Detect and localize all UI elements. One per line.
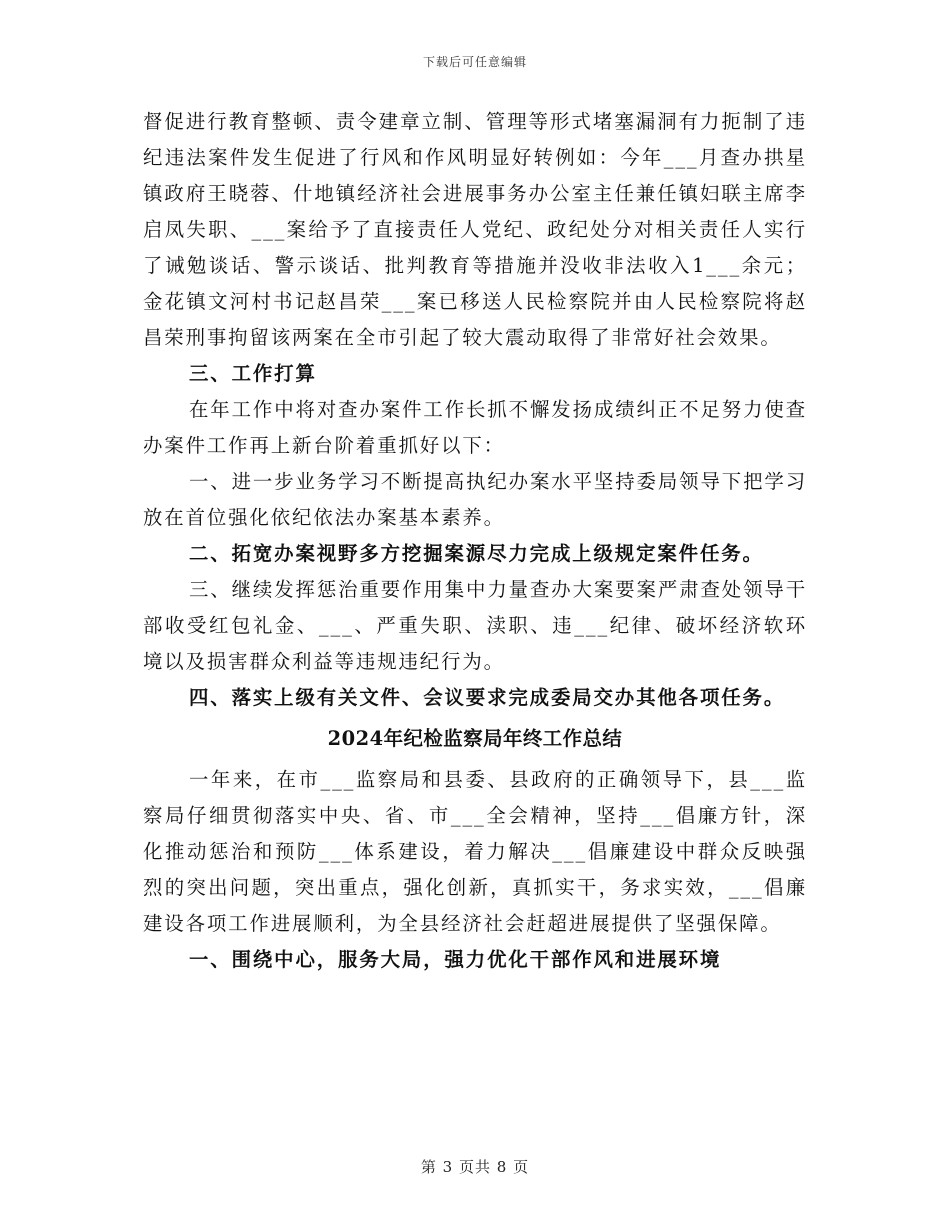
page-number: 第 3 页共 8 页 (420, 1158, 530, 1176)
paragraph-continuation: 督促进行教育整顿、责令建章立制、管理等形式堵塞漏洞有力扼制了违纪违法案件发生促进了行风和作风明显好转例如：今年___月查办拱星镇政府王晓蓉、什地镇经济社会进展事务办公室主任兼任镇妇联主席李启凤失职、___案给予了直接责任人党纪、政纪处分对相关责任人实行了诫勉谈话、警示谈话、批判教育等措施并没收非法收入1___余元；金花镇文河村书记赵昌荣___案已移送人民检察院并由人民检察院将赵昌荣刑事拘留该两案在全市引起了较大震动取得了非常好社会效果。 (143, 110, 807, 349)
paragraph-plan-intro: 在年工作中将对查办案件工作长抓不懈发扬成绩纠正不足努力使查办案件工作再上新台阶着重抓好以下： (143, 398, 807, 457)
document-title: 2024年纪检监察局年终工作总结 (327, 727, 623, 750)
paragraph-summary-intro: 一年来，在市___监察局和县委、县政府的正确领导下，县___监察局仔细贯彻落实中央、省、市___全会精神，坚持___倡廉方针，深化推动惩治和预防___体系建设，着力解决___倡廉建设中群众反映强烈的突出问题，突出重点，强化创新，真抓实干，务求实效，___倡廉建设各项工作进展顺利，为全县经济社会赶超进展提供了坚强保障。 (143, 768, 807, 935)
paragraph-plan-item-1: 一、进一步业务学习不断提高执纪办案水平坚持委局领导下把学习放在首位强化依纪依法办案基本素养。 (143, 470, 807, 529)
header-note: 下载后可任意编辑 (422, 55, 527, 69)
document-body (143, 104, 807, 978)
paragraph-plan-item-3: 三、继续发挥惩治重要作用集中力量查办大案要案严肃查处领导干部收受红包礼金、___、严重失职、渎职、违___纪律、破坏经济软环境以及损害群众利益等违规违纪行为。 (143, 578, 807, 673)
heading-work-plan: 三、工作打算 (189, 362, 317, 385)
heading-section-1: 一、围绕中心，服务大局，强力优化干部作风和进展环境 (189, 948, 722, 971)
paragraph-plan-item-4: 四、落实上级有关文件、会议要求完成委局交办其他各项任务。 (189, 686, 786, 709)
paragraph-plan-item-2: 二、拓宽办案视野多方挖掘案源尽力完成上级规定案件任务。 (189, 542, 764, 565)
